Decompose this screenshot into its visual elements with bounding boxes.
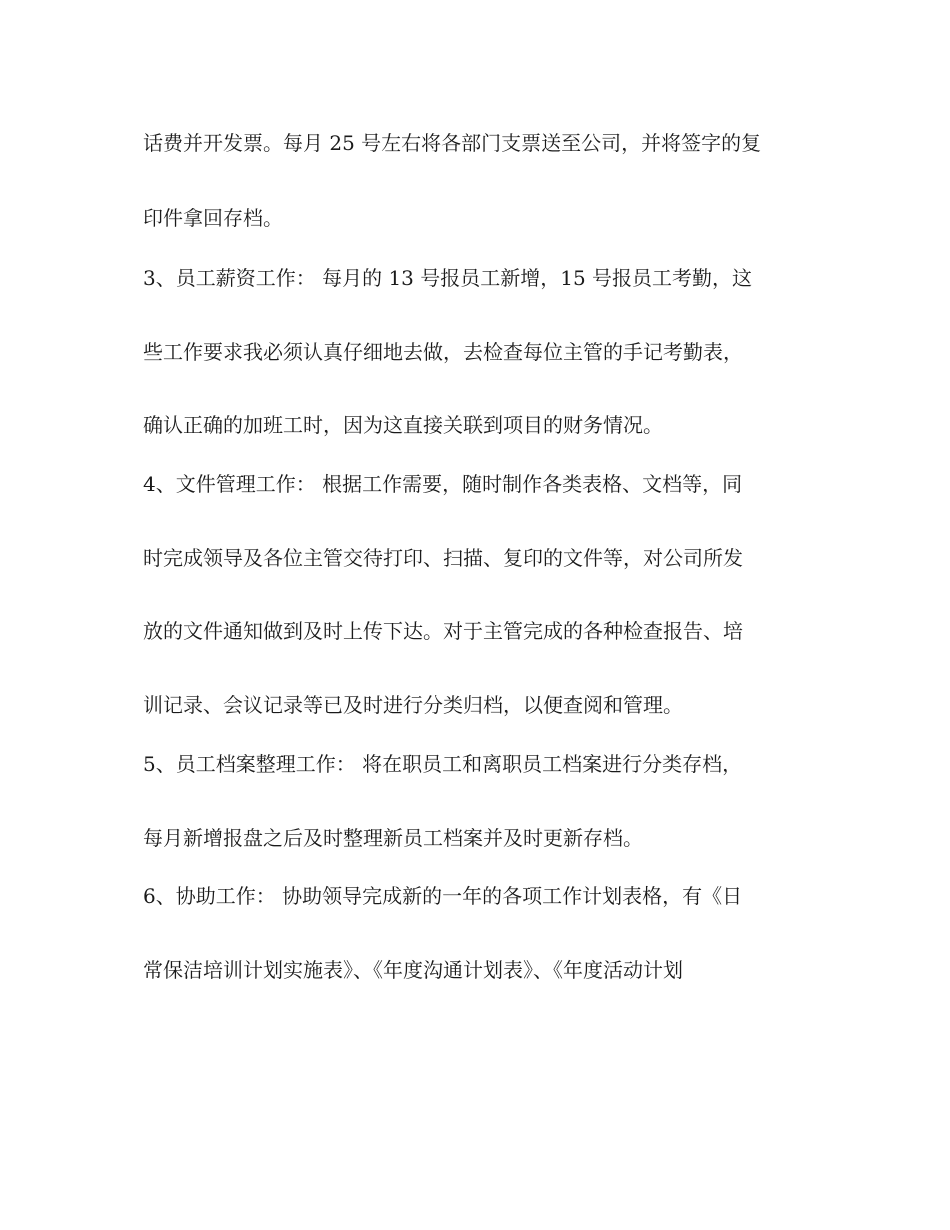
text-line: 话费并开发票。每月 25 号左右将各部门支票送至公司，并将签字的复 bbox=[143, 131, 762, 155]
text-line: 时完成领导及各位主管交待打印、扫描、复印的文件等，对公司所发 bbox=[143, 546, 743, 570]
text-line: 每月新增报盘之后及时整理新员工档案并及时更新存档。 bbox=[143, 826, 643, 850]
text-line: 放的文件通知做到及时上传下达。对于主管完成的各种检查报告、培 bbox=[143, 619, 743, 643]
text-line: 些工作要求我必须认真仔细地去做，去检查每位主管的手记考勤表， bbox=[143, 340, 743, 364]
text-line: 5、员工档案整理工作： 将在职员工和离职员工档案进行分类存档， bbox=[143, 752, 743, 776]
text-line: 4、文件管理工作： 根据工作需要，随时制作各类表格、文档等，同 bbox=[143, 472, 743, 496]
text-line: 3、员工薪资工作： 每月的 13 号报员工新增，15 号报员工考勤，这 bbox=[143, 266, 753, 290]
text-line: 训记录、会议记录等已及时进行分类归档，以便查阅和管理。 bbox=[143, 693, 683, 717]
text-line: 确认正确的加班工时，因为这直接关联到项目的财务情况。 bbox=[143, 413, 663, 437]
text-line: 6、协助工作： 协助领导完成新的一年的各项工作计划表格，有《日 bbox=[143, 884, 743, 908]
text-line: 印件拿回存档。 bbox=[143, 206, 283, 230]
text-line: 常保洁培训计划实施表》、《年度沟通计划表》、《年度活动计划 bbox=[143, 958, 683, 982]
